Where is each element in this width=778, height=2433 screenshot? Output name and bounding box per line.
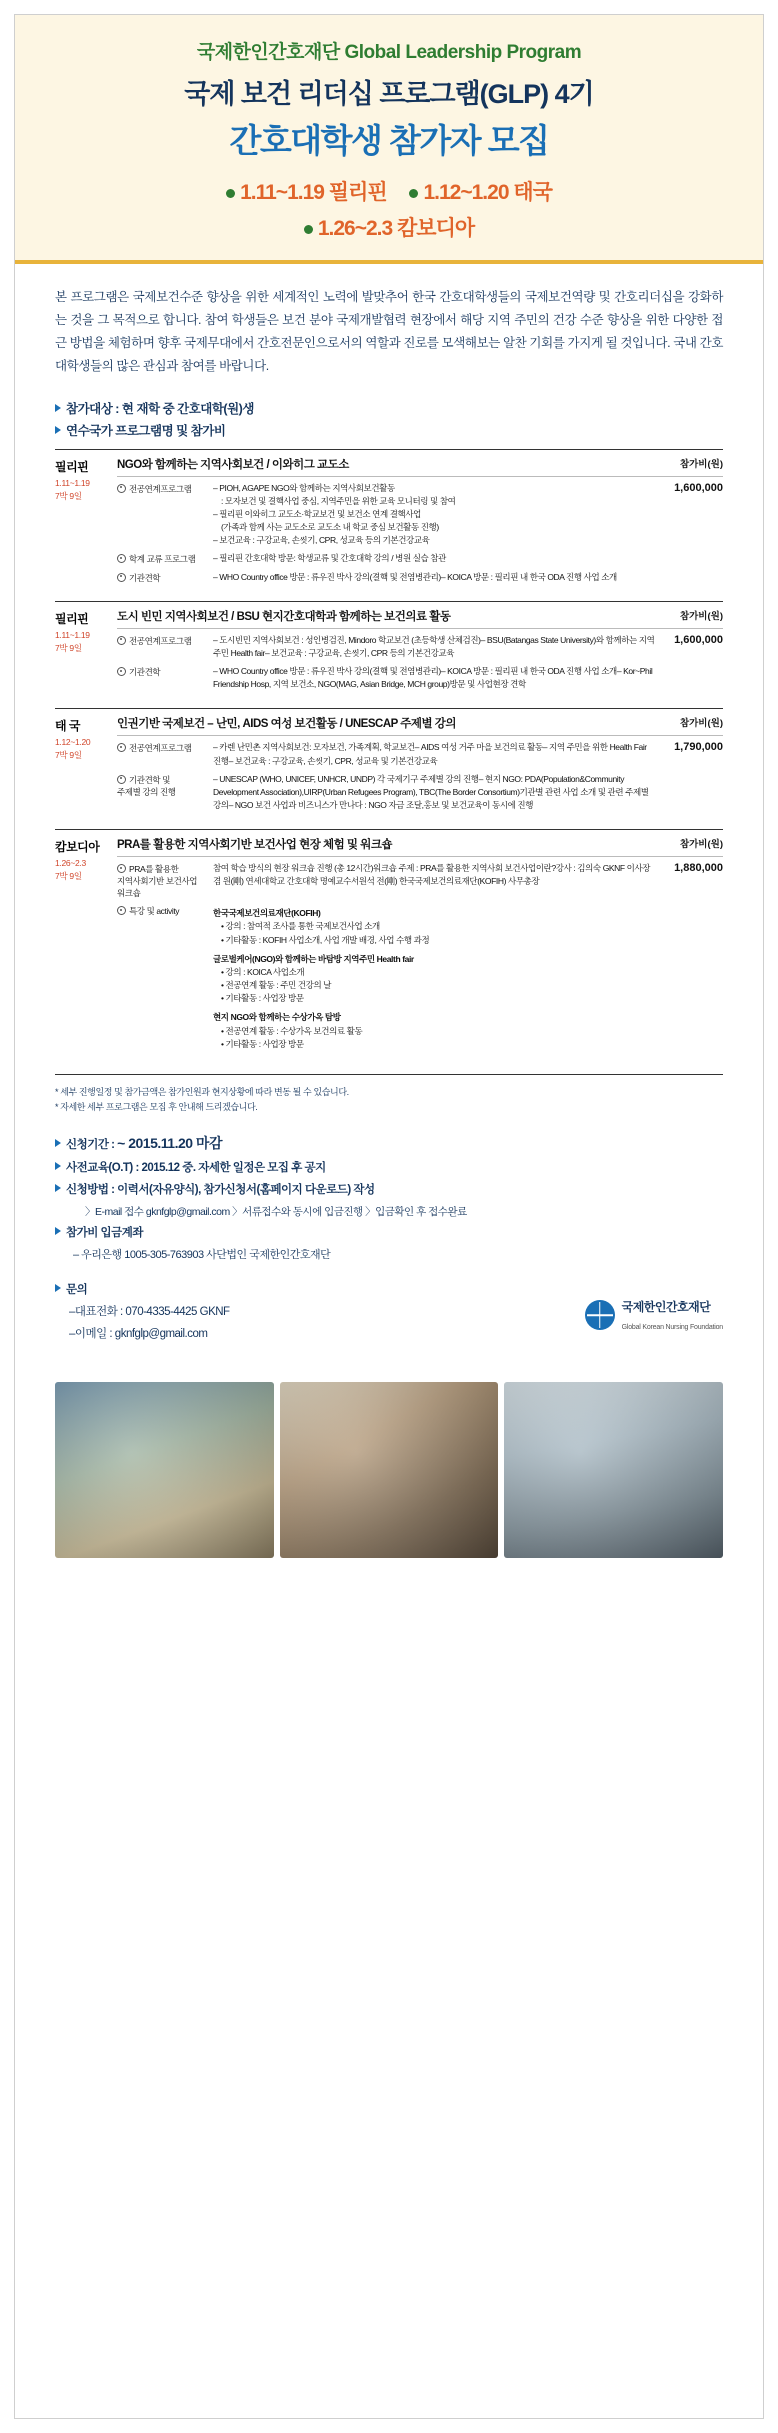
program-row-desc: – 필리핀 간호대학 방문: 학생교류 및 간호대학 강의 / 병원 실습 참관 [213, 553, 446, 564]
program-block [55, 829, 723, 1062]
apply-deadline-label: 신청기간 : [66, 1138, 115, 1151]
logo-subtitle: Global Korean Nursing Foundation [621, 1323, 723, 1331]
program-row [117, 904, 723, 1057]
fee-column-header: 참가비(원) [679, 839, 723, 851]
triangle-bullet-icon [55, 1184, 61, 1192]
program-rows [117, 741, 723, 812]
program-row-label-text: 전공연계프로그램 [129, 635, 192, 646]
program-rows [117, 862, 723, 1057]
circle-bullet-icon [117, 554, 126, 563]
program-country: 캄보디아 [55, 840, 100, 855]
activity-group-items: • 전공연계 활동 : 수상가옥 보건의료 활동 • 기타활동 : 사업장 방문 [221, 1025, 363, 1049]
program-row-label [117, 482, 213, 495]
program-date: 1.26~2.3 [55, 858, 86, 869]
program-fee: 1,790,000 [674, 741, 723, 754]
contact-title: 문의 [66, 1284, 88, 1297]
program-block [55, 449, 723, 589]
photo-nurse-checkup [504, 1382, 723, 1558]
triangle-bullet-icon [55, 404, 61, 412]
bullet-dot-icon [304, 225, 313, 234]
program-country: 필리핀 [55, 611, 89, 626]
program-rows [117, 482, 723, 584]
triangle-bullet-icon [55, 1139, 61, 1147]
program-country-col [55, 836, 117, 1062]
bullet-text: 참가대상 : 현 재학 중 간호대학(원)생 [66, 401, 254, 416]
program-country: 태 국 [55, 719, 81, 734]
program-title: 도시 빈민 지역사회보건 / BSU 현지간호대학과 함께하는 보건의료 활동 [117, 610, 451, 623]
activity-group-title: 한국국제보건의료재단(KOFIH) [213, 908, 321, 919]
apply-deadline-value: ~ 2015.11.20 마감 [117, 1134, 222, 1151]
circle-bullet-icon [117, 484, 126, 493]
program-row-label [117, 634, 213, 647]
apply-method-sub: 〉E-mail 접수 gknfglp@gmail.com 〉서류접수와 동시에 입금진행 〉입금확인 후 접수완료 [85, 1205, 467, 1218]
date-item-cambodia [304, 212, 474, 242]
program-row-label [117, 552, 213, 565]
circle-bullet-icon [117, 743, 126, 752]
program-notes [55, 1074, 723, 1116]
eligibility-list [55, 399, 723, 439]
triangle-bullet-icon [55, 426, 61, 434]
program-row-label-text: PRA를 활용한 지역사회기반 보건사업 워크숍 [117, 864, 198, 899]
program-row [117, 741, 723, 767]
apply-preedu-text: 사전교육(O.T) : 2015.12 중. 자세한 일정은 모집 후 공지 [66, 1161, 326, 1174]
program-detail-col [117, 608, 723, 697]
program-duration: 7박 9일 [55, 871, 82, 882]
circle-bullet-icon [117, 573, 126, 582]
program-row-desc: – 도시빈민 지역사회보건 : 성인병검진, Mindoro 학교보건 (초등학생 산체검진)– BSU(Batangas State University)와 함께하는 지역주민 Health fair– 보건교육 : 구강교육, 손씻기, CPR 등의 기본건강교육 [213, 634, 655, 658]
program-duration: 7박 9일 [55, 750, 82, 761]
program-duration: 7박 9일 [55, 490, 82, 501]
fee-column-header: 참가비(원) [679, 718, 723, 730]
apply-method-text: 신청방법 : 이력서(자유양식), 참가신청서(홈페이지 다운로드) 작성 [66, 1184, 375, 1197]
contact-email: –이메일 : gknfglp@gmail.com [69, 1327, 208, 1340]
header-line1: 국제한인간호재단 Global Leadership Program [196, 42, 582, 63]
program-row-desc: – PIOH, AGAPE NGO와 함께하는 지역사회보건활동 : 모자보건 및 결핵사업 중심, 지역주민을 위한 교육 모니터링 및 참여 – 필리핀 이와히그 교도소·학교보건 및 보건소 연계 결핵사업 (가족과 함께 사는 교도소로 교도소 내 학교 중심 보건활동 진행) – 보건교육 : 구강교육, 손씻기, CPR, 성교육 등의 기본건강교육 [213, 482, 456, 546]
program-rows [117, 634, 723, 692]
date-item-philippines [226, 176, 387, 206]
date-label: 1.11~1.19 필리핀 [240, 181, 387, 204]
apply-payment-account: – 우리은행 1005-305-763903 사단법인 국제한인간호재단 [73, 1248, 331, 1261]
program-country-col [55, 608, 117, 697]
program-duration: 7박 9일 [55, 642, 82, 653]
program-date: 1.12~1.20 [55, 737, 91, 748]
program-row [117, 665, 723, 691]
photo-strip [55, 1382, 723, 1558]
triangle-bullet-icon [55, 1284, 61, 1292]
program-row-label [117, 741, 213, 754]
program-row [117, 552, 723, 565]
activity-group-items: • 강의 : KOICA 사업소개 • 전공연계 활동 : 주민 건강의 날 • 기타활동 : 사업장 방문 [221, 966, 332, 1004]
program-title-row [117, 715, 723, 736]
program-table [55, 449, 723, 1062]
program-title-row [117, 608, 723, 629]
date-item-thailand [409, 176, 551, 206]
program-title-row [117, 836, 723, 857]
apply-payment-row [55, 1222, 723, 1244]
application-section [55, 1130, 723, 1266]
bullet-eligibility [55, 399, 723, 417]
program-row-label [117, 571, 213, 584]
program-detail-col [117, 456, 723, 589]
program-row-desc: – UNESCAP (WHO, UNICEF, UNHCR, UNDP) 각 국제기구 주제별 강의 진행– 현지 NGO: PDA(Population&Community Development Association),UIRP(Urban Refugees Program), TBC(The Border Consortium)기관별 관련 사업 소개 및 관련 주제별 강의– NGO 보건 사업과 비즈니스가 만나다 : NGO 자금 조달,홍보 및 보건교육이 동시에 진행 [213, 773, 649, 811]
note-line: * 세부 진행일정 및 참가금액은 참가인원과 현지상황에 따라 변동 될 수 있습니다. [55, 1086, 349, 1097]
circle-bullet-icon [117, 636, 126, 645]
contact-section [55, 1280, 723, 1346]
fee-column-header: 참가비(원) [679, 458, 723, 470]
photo-community-health [280, 1382, 499, 1558]
program-row-label [117, 773, 213, 798]
program-title-row [117, 456, 723, 477]
program-block [55, 601, 723, 697]
program-country-col [55, 715, 117, 817]
program-row-label [117, 904, 213, 917]
program-row-desc [213, 904, 655, 1057]
header-line3: 간호대학생 참가자 모집 [229, 122, 549, 159]
contact-phone: –대표전화 : 070-4335-4425 GKNF [69, 1305, 230, 1318]
program-row-desc: – 카렌 난민촌 지역사회보건: 모자보건, 가족계획, 학교보건– AIDS 여성 거주 마을 보건의료 활동– 지역 주민을 위한 Health Fair 진행– 보건교육 : 구강교육, 손씻기, CPR, 성교육 및 기본건강교육 [213, 742, 647, 766]
program-row-desc: 참여 학습 방식의 현장 워크숍 진행 (총 12시간)워크숍 주제 : PRA를 활용한 지역사회 보건사업이란?강사 : 김의숙 GKNF 이사장 겸 원(剛) 연세대학교 간호대학 명예교수서원석 전(剛) 한국국제보건의료재단(KOFIH) 사무총장 [213, 863, 651, 887]
date-label: 1.12~1.20 태국 [423, 181, 552, 204]
program-row-desc: – WHO Country office 방문 : 류우진 박사 강의(결핵 및 전염병관리)– KOICA 방문 : 필리핀 내 한국 ODA 진행 사업 소개 [213, 571, 617, 582]
poster-header [15, 15, 763, 264]
triangle-bullet-icon [55, 1227, 61, 1235]
program-row [117, 634, 723, 660]
date-label: 1.26~2.3 캄보디아 [317, 217, 475, 240]
program-row-label-text: 기관견학 [129, 572, 161, 583]
bullet-text: 연수국가 프로그램명 및 참가비 [66, 423, 226, 438]
header-dates [15, 176, 763, 242]
circle-bullet-icon [117, 775, 126, 784]
apply-preedu-row [55, 1157, 723, 1179]
program-row-label-text: 전공연계프로그램 [129, 483, 192, 494]
poster-body [15, 264, 763, 1356]
circle-bullet-icon [117, 906, 126, 915]
circle-bullet-icon [117, 864, 126, 873]
logo-name: 국제한인간호재단 [621, 1300, 711, 1315]
program-country: 필리핀 [55, 459, 89, 474]
program-row [117, 862, 723, 899]
program-row [117, 571, 723, 584]
program-detail-col [117, 836, 723, 1062]
header-line2: 국제 보건 리더십 프로그램(GLP) 4기 [184, 79, 594, 109]
program-date: 1.11~1.19 [55, 629, 90, 640]
globe-icon [585, 1300, 615, 1330]
poster-frame [14, 14, 764, 2419]
fee-column-header: 참가비(원) [679, 610, 723, 622]
apply-method-row [55, 1179, 723, 1201]
program-title: PRA를 활용한 지역사회기반 보건사업 현장 체험 및 워크숍 [117, 839, 393, 852]
photo-children-activity [55, 1382, 274, 1558]
program-date: 1.11~1.19 [55, 477, 90, 488]
program-title: 인권기반 국제보건 – 난민, AIDS 여성 보건활동 / UNESCAP 주제별 강의 [117, 718, 457, 731]
program-fee: 1,600,000 [674, 481, 723, 494]
activity-group-items: • 강의 : 참여적 조사를 통한 국제보건사업 소개 • 기타활동 : KOFIH 사업소개, 사업 개발 배경, 사업 수행 과정 [221, 921, 430, 945]
activity-group-title: 글로벌케어(NGO)와 함께하는 바탐방 지역주민 Health fair [213, 953, 414, 964]
bullet-dot-icon [409, 189, 418, 198]
program-title: NGO와 함께하는 지역사회보건 / 이와히그 교도소 [117, 458, 349, 471]
intro-paragraph: 본 프로그램은 국제보건수준 향상을 위한 세계적인 노력에 발맞추어 한국 간호대학생들의 국제보건역량 및 간호리더십을 강화하는 것을 그 목적으로 합니다. 참여 학생들은 보건 분야 국제개발협력 현장에서 해당 지역 주민의 건강 수준 향상을 위한 다양한 접근 방법을 체험하며 향후 국제무대에서 간호전문인으로서의 역할과 진로를 모색해보는 알찬 기회를 가지게 될 것입니다. 국내 간호대학생들의 많은 관심과 참여를 바랍니다. [55, 290, 723, 374]
bullet-dot-icon [226, 189, 235, 198]
apply-payment-label: 참가비 입금계좌 [66, 1227, 143, 1240]
program-row-label-text: 기관견학 및 주제별 강의 진행 [117, 774, 176, 797]
program-row-label [117, 665, 213, 678]
program-block [55, 708, 723, 817]
bullet-programs [55, 421, 723, 439]
program-row-desc: – WHO Country office 방문 : 류우진 박사 강의(결핵 및 전염병관리)– KOICA 방문 : 필리핀 내 한국 ODA 진행 사업 소개– Kor~Phil Friendship Hosp, 지역 보건소, NGO(MAG, Asian Bridge, MCH group)방문 및 사업현장 견학 [213, 666, 653, 690]
note-line: * 자세한 세부 프로그램은 모집 후 안내해 드리겠습니다. [55, 1102, 258, 1113]
activity-group-title: 현지 NGO와 함께하는 수상가옥 탐방 [213, 1012, 341, 1023]
triangle-bullet-icon [55, 1162, 61, 1170]
circle-bullet-icon [117, 667, 126, 676]
apply-deadline-row [55, 1130, 723, 1157]
program-detail-col [117, 715, 723, 817]
program-row-label-text: 기관견학 [129, 667, 161, 678]
program-row-label [117, 862, 213, 899]
program-fee: 1,880,000 [674, 862, 723, 875]
program-country-col [55, 456, 117, 589]
program-row [117, 482, 723, 548]
foundation-logo [585, 1296, 723, 1334]
program-row [117, 773, 723, 813]
program-fee: 1,600,000 [674, 633, 723, 646]
program-row-label-text: 전공연계프로그램 [129, 743, 192, 754]
program-row-label-text: 특강 및 activity [129, 906, 180, 917]
program-row-label-text: 학계 교류 프로그램 [129, 554, 196, 565]
